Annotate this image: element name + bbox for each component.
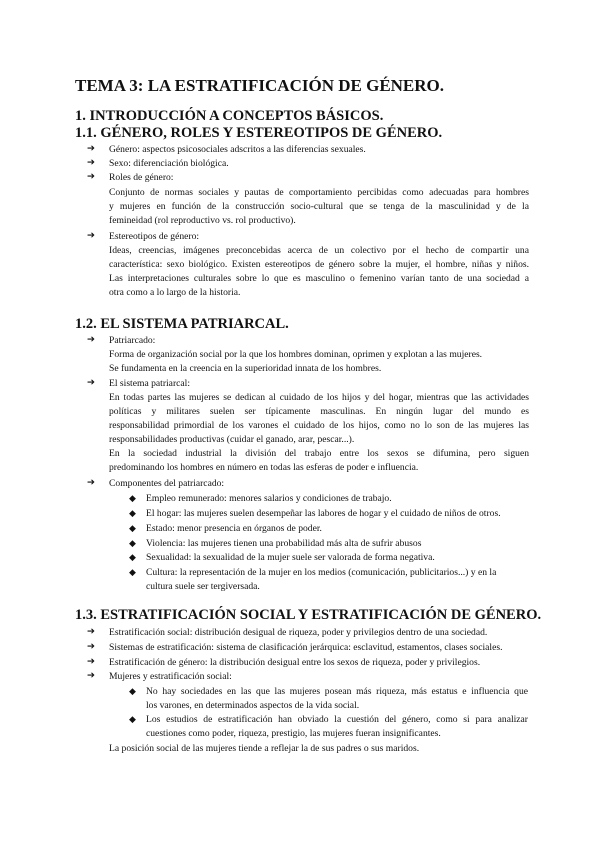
- bullet-patriarcado: Patriarcado:: [109, 335, 156, 346]
- sub-bullet-sexualidad: Sexualidad: la sexualidad de la mujer suele ser valorada de forma negativa.: [146, 552, 435, 563]
- sub-bullet-estudios: Los estudios de estratificación han obviado la cuestión del género, como si para analizar: [146, 714, 528, 725]
- arrow-bullet-icon: ➔: [87, 158, 95, 168]
- paragraph-line: los varones, en determinados aspectos de la vida social.: [146, 700, 360, 711]
- paragraph-line: cuestiones como poder, riqueza, prestigio, las mujeres fueran insignificantes.: [146, 728, 441, 739]
- heading-sistema-patriarcal: 1.2. EL SISTEMA PATRIARCAL.: [75, 316, 289, 332]
- bullet-roles: Roles de género:: [109, 172, 174, 183]
- paragraph-line: otra como a lo largo de la historia.: [109, 287, 241, 298]
- paragraph-line: característica: sexo biológico. Existen estereotipos de género sobre la mujer, el hombre, niñas y niños.: [109, 259, 529, 270]
- diamond-bullet-icon: ◆: [129, 508, 136, 518]
- diamond-bullet-icon: ◆: [129, 686, 136, 696]
- paragraph-line: Forma de organización social por la que los hombres dominan, oprimen y explotan a las mujeres.: [109, 349, 483, 360]
- paragraph-line: predominando los hombres en número en todas las esferas de poder e influencia.: [109, 462, 419, 473]
- arrow-bullet-icon: ➔: [87, 231, 95, 241]
- paragraph-line: cultura suele ser tergiversada.: [146, 581, 260, 592]
- arrow-bullet-icon: ➔: [87, 671, 95, 681]
- page-title: TEMA 3: LA ESTRATIFICACIÓN DE GÉNERO.: [75, 76, 445, 95]
- paragraph-line: Ideas, creencias, imágenes preconcebidas acerca de un colectivo por el hecho de compartir una: [109, 245, 529, 256]
- heading-introduccion: 1. INTRODUCCIÓN A CONCEPTOS BÁSICOS.: [75, 108, 384, 124]
- diamond-bullet-icon: ◆: [129, 567, 136, 577]
- diamond-bullet-icon: ◆: [129, 493, 136, 503]
- sub-bullet-estado: Estado: menor presencia en órganos de poder.: [146, 523, 322, 534]
- arrow-bullet-icon: ➔: [87, 335, 95, 345]
- heading-genero-roles: 1.1. GÉNERO, ROLES Y ESTEREOTIPOS DE GÉNERO.: [75, 125, 443, 141]
- arrow-bullet-icon: ➔: [87, 172, 95, 182]
- paragraph-line: femineidad (rol reproductivo vs. rol productivo).: [109, 215, 296, 226]
- arrow-bullet-icon: ➔: [87, 144, 95, 154]
- diamond-bullet-icon: ◆: [129, 552, 136, 562]
- arrow-bullet-icon: ➔: [87, 478, 95, 488]
- paragraph-line: Las interpretaciones culturales sobre lo que es masculino o femenino varían tanto de una sociedad a: [109, 273, 529, 284]
- bullet-componentes: Componentes del patriarcado:: [109, 478, 225, 489]
- bullet-mujeres: Mujeres y estratificación social:: [109, 671, 232, 682]
- bullet-estratificacion-social: Estratificación social: distribución desigual de riqueza, poder y privilegios dentro de una sociedad.: [109, 627, 488, 638]
- paragraph-line: y mujeres en función de la construcción socio-cultural que se tenga de la masculinidad y de la: [109, 201, 529, 212]
- arrow-bullet-icon: ➔: [87, 627, 95, 637]
- diamond-bullet-icon: ◆: [129, 523, 136, 533]
- bullet-sexo: Sexo: diferenciación biológica.: [109, 158, 229, 169]
- bullet-sistema-patriarcal: El sistema patriarcal:: [109, 378, 190, 389]
- diamond-bullet-icon: ◆: [129, 538, 136, 548]
- sub-bullet-empleo: Empleo remunerado: menores salarios y condiciones de trabajo.: [146, 493, 392, 504]
- arrow-bullet-icon: ➔: [87, 642, 95, 652]
- arrow-bullet-icon: ➔: [87, 657, 95, 667]
- paragraph-line: En todas partes las mujeres se dedican al cuidado de los hijos y del hogar, mientras que las actividades: [109, 392, 529, 403]
- sub-bullet-hogar: El hogar: las mujeres suelen desempeñar las labores de hogar y el cuidado de niños de otros.: [146, 508, 501, 519]
- paragraph-line: responsabilidad primordial de los varones el cuidado de los hijos, como no lo son de las mujeres las: [109, 420, 529, 431]
- paragraph-line: Se fundamenta en la creencia en la superioridad innata de los hombres.: [109, 363, 382, 374]
- heading-estratificacion: 1.3. ESTRATIFICACIÓN SOCIAL Y ESTRATIFICACIÓN DE GÉNERO.: [75, 607, 542, 623]
- bullet-estereotipos: Estereotipos de género:: [109, 231, 200, 242]
- arrow-bullet-icon: ➔: [87, 378, 95, 388]
- bullet-sistemas: Sistemas de estratificación: sistema de clasificación jerárquica: esclavitud, estamentos, clases sociales.: [109, 642, 503, 653]
- sub-bullet-cultura: Cultura: la representación de la mujer en los medios (comunicación, publicitarios...) y en la: [146, 567, 497, 578]
- bullet-genero: Género: aspectos psicosociales adscritos a las diferencias sexuales.: [109, 144, 366, 155]
- paragraph-line: Conjunto de normas sociales y pautas de comportamiento percibidas como adecuadas para hombres: [109, 187, 529, 198]
- paragraph-line: políticas y militares suelen ser típicamente masculinas. En ningún lugar del mundo es: [109, 406, 529, 417]
- sub-bullet-violencia: Violencia: las mujeres tienen una probabilidad más alta de sufrir abusos: [146, 538, 422, 549]
- paragraph-line: responsabilidades productivas (cuidar el ganado, arar, pescar...).: [109, 434, 355, 445]
- closing-sentence: La posición social de las mujeres tiende a reflejar la de sus padres o sus maridos.: [109, 743, 420, 754]
- sub-bullet-no-hay: No hay sociedades en las que las mujeres posean más riqueza, más estatus e influencia que: [146, 686, 528, 697]
- bullet-estratificacion-genero: Estratificación de género: la distribución desigual entre los sexos de riqueza, poder y privilegios.: [109, 657, 481, 668]
- paragraph-line: En la sociedad industrial la división del trabajo entre los sexos se difumina, pero siguen: [109, 448, 529, 459]
- diamond-bullet-icon: ◆: [129, 714, 136, 724]
